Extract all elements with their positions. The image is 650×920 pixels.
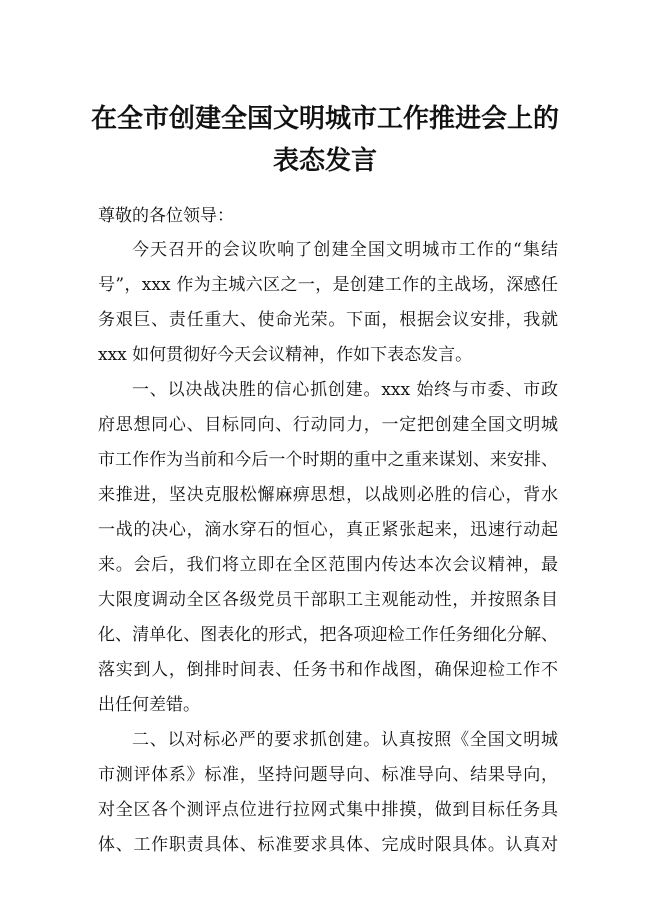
paragraph-line: 对全区各个测评点位进行拉网式集中排摸，做到目标任务具 <box>98 800 558 820</box>
paragraph-line: 一、以决战决胜的信心抓创建。xxx 始终与市委、市政 <box>132 380 558 400</box>
paragraph-line: 今天召开的会议吹响了创建全国文明城市工作的“集结 <box>132 240 558 260</box>
paragraph-line: 市工作作为当前和今后一个时期的重中之重来谋划、来安排、 <box>98 450 558 470</box>
paragraph-line: 二、以对标必严的要求抓创建。认真按照《全国文明城 <box>132 730 558 750</box>
paragraph-line: 化、清单化、图表化的形式，把各项迎检工作任务细化分解、 <box>98 625 558 645</box>
salutation: 尊敬的各位领导： <box>98 206 234 226</box>
paragraph-line: 落实到人，倒排时间表、任务书和作战图，确保迎检工作不 <box>98 660 558 680</box>
paragraph-line: 来。会后，我们将立即在全区范围内传达本次会议精神，最 <box>98 555 558 575</box>
document-title-line-1: 在全市创建全国文明城市工作推进会上的 <box>90 104 559 134</box>
paragraph-line: xxx 如何贯彻好今天会议精神，作如下表态发言。 <box>98 345 473 365</box>
paragraph-line: 务艰巨、责任重大、使命光荣。下面，根据会议安排，我就 <box>98 310 558 330</box>
paragraph-line: 府思想同心、目标同向、行动同力，一定把创建全国文明城 <box>98 415 558 435</box>
paragraph-line: 号”，xxx 作为主城六区之一，是创建工作的主战场，深感任 <box>98 275 558 295</box>
paragraph-line: 大限度调动全区各级党员干部职工主观能动性，并按照条目 <box>98 590 558 610</box>
document-title-line-2: 表态发言 <box>272 146 377 176</box>
paragraph-line: 市测评体系》标准，坚持问题导向、标准导向、结果导向， <box>98 765 558 785</box>
paragraph-line: 来推进，坚决克服松懈麻痹思想，以战则必胜的信心，背水 <box>98 485 558 505</box>
paragraph-line: 一战的决心，滴水穿石的恒心，真正紧张起来，迅速行动起 <box>98 520 558 540</box>
paragraph-line: 体、工作职责具体、标准要求具体、完成时限具体。认真对 <box>98 835 558 855</box>
paragraph-line: 出任何差错。 <box>98 695 200 715</box>
